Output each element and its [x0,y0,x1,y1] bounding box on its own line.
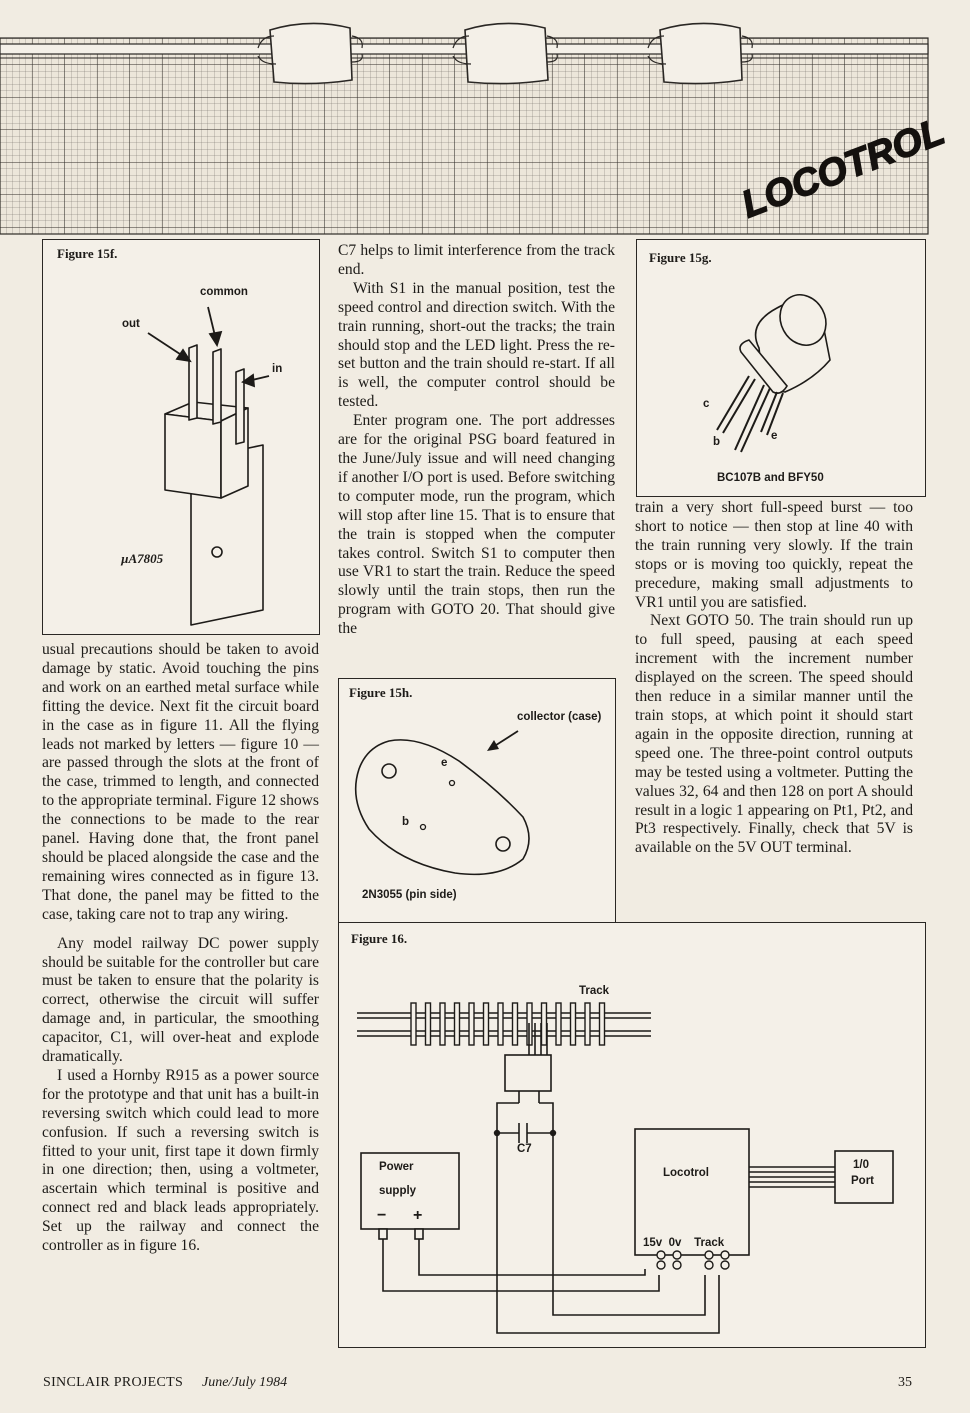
pin-common-label: common [200,286,248,298]
footer-magazine-name: SINCLAIR PROJECTS [43,1375,184,1390]
part-ua7805-label: µA7805 [121,551,164,566]
track-sleeper [455,1003,460,1045]
col3-paragraph-2: Next GOTO 50. The train should run up to full speed, pausing at each speed increment with the increment number displayed on the screen. The speed should then reduce in a similar manner until the train stops, at which point it should start again in the opposite direction, running at speed one. The three-point control outputs may be tested using a voltmeter. Putting the values 32, 64 and then 128 on port A should result in a logic 1 appearing on Pt1, Pt2, and Pt3 respectively. Finally, check that 5V is available on the 5V OUT terminal. [635,612,913,857]
col1-paragraph-1: usual precautions should be taken to avoid damage by static. Avoid touching the pins and work on an earthed metal surface while fitting the device. Next fit the circuit board in the case as in figure 11. All the flying leads not marked by letters — figure 10 — are passed through the slots at the front of the case, trimmed to length, and connected to the appropriate terminal. Figure 12 shows the connections to be made to the rear panel. Having done that, the front panel should be placed alongside the case and the remaining wires connected as in figure 13. That done, the panel may be fitted to the case, taking care not to trap any wiring. [42,641,319,923]
minus-terminal-label: − [377,1207,387,1224]
io-port-label-2: Port [851,1175,874,1187]
col2-paragraph-1: C7 helps to limit interference from the track end. [338,242,615,278]
col1-paragraph-2: Any model railway DC power supply should be suitable for the controller but care must be taken to ensure that the polarity is correct, otherwise the circuit will suffer damage and, in particular, the smoothing capacitor, C1, will over-heat and explode dramatically. [42,934,319,1066]
power-supply-label-1: Power [379,1161,414,1173]
track-sleeper [484,1003,489,1045]
track-label: Track [579,985,610,997]
col1-paragraph-3: I used a Hornby R915 as a power source for the prototype and that unit has a built-in reversing switch which could lead to more confusion. If such a reversing switch is fitted to your unit, first tape it down firmly in one direction; then, using a voltmeter, ascertain which terminal is positive and connect red and black leads appropriately. Set up the railway and connect the controller as in figure 16. [42,1066,319,1255]
pin-e-label-2n3055: e [441,757,448,769]
figure-15g-caption: Figure 15g. [649,250,712,265]
voltage-regulator-drawing [43,240,319,634]
wiring-diagram [339,923,925,1347]
figure-15f-caption: Figure 15f. [57,246,118,261]
track-sleeper [426,1003,431,1045]
track-sleeper [513,1003,518,1045]
track-sleeper [411,1003,416,1045]
capacitor-c7-label: C7 [517,1143,532,1155]
footer-issue-date: June/July 1984 [202,1375,288,1390]
io-port-label-1: 1/0 [853,1159,869,1171]
col2-paragraph-3: Enter program one. The port addresses are for the original PSG board featured in the June/July issue and will need changing if another I/O port is used. Before switching to computer mode, run the program, which will stop after line 15. That is to ensure that the train is stopped when the computer takes control. Switch S1 to computer then use VR1 to start the train. Reduce the speed slowly until the train stops, then run the program with GOTO 20. That should give the [338,412,615,638]
figure-15h [338,678,616,924]
figure-15g [636,239,926,497]
figure-16 [338,922,926,1348]
track-sleeper [542,1003,547,1045]
pin-out-label: out [122,318,140,330]
pin-b-label: b [713,436,721,448]
text-column-2 [338,242,615,639]
col3-paragraph-1: train a very short full-speed burst — too short to notice — then stop at line 40 with the train running very slowly. If the train stops or is moving too quickly, repeat the precedure, making small adjustments to VR1 until you are satisfied. [635,499,913,611]
pin-in-label: in [272,363,283,375]
pin-b-label-2n3055: b [402,816,410,828]
transistor-bc107b-drawing [637,240,925,496]
power-supply-label-2: supply [379,1185,417,1197]
track-sleeper [469,1003,474,1045]
locotrol-box-label: Locotrol [663,1167,709,1179]
track-sleeper [498,1003,503,1045]
terminal-pins-label: 15v 0v Track [643,1237,725,1249]
track-sleeper [440,1003,445,1045]
pin-c-label: c [703,398,710,410]
track-sleeper [600,1003,605,1045]
locotrol-logo: LOCOTROL [736,110,951,227]
pin-e-label: e [771,430,778,442]
part-bc107b-label: BC107B and BFY50 [717,472,824,484]
figure-15h-caption: Figure 15h. [349,685,413,700]
track-sleeper [556,1003,561,1045]
track-sleeper [585,1003,590,1045]
track-sleeper [571,1003,576,1045]
footer-page-number: 35 [898,1375,912,1390]
collector-case-label: collector (case) [517,711,602,723]
header-graphic [0,0,970,240]
text-column-1 [42,641,319,1256]
part-2n3055-label: 2N3055 (pin side) [362,889,457,901]
figure-16-caption: Figure 16. [351,931,408,946]
figure-15f [42,239,320,635]
plus-terminal-label: + [413,1207,423,1224]
col2-paragraph-2: With S1 in the manual position, test the speed control and direction switch. With the train running, short-out the tracks; the train should stop and the LED light. Press the re-set button and the train should re-start. If all is well, the computer control should be tested. [338,279,615,411]
text-column-3 [635,499,913,858]
